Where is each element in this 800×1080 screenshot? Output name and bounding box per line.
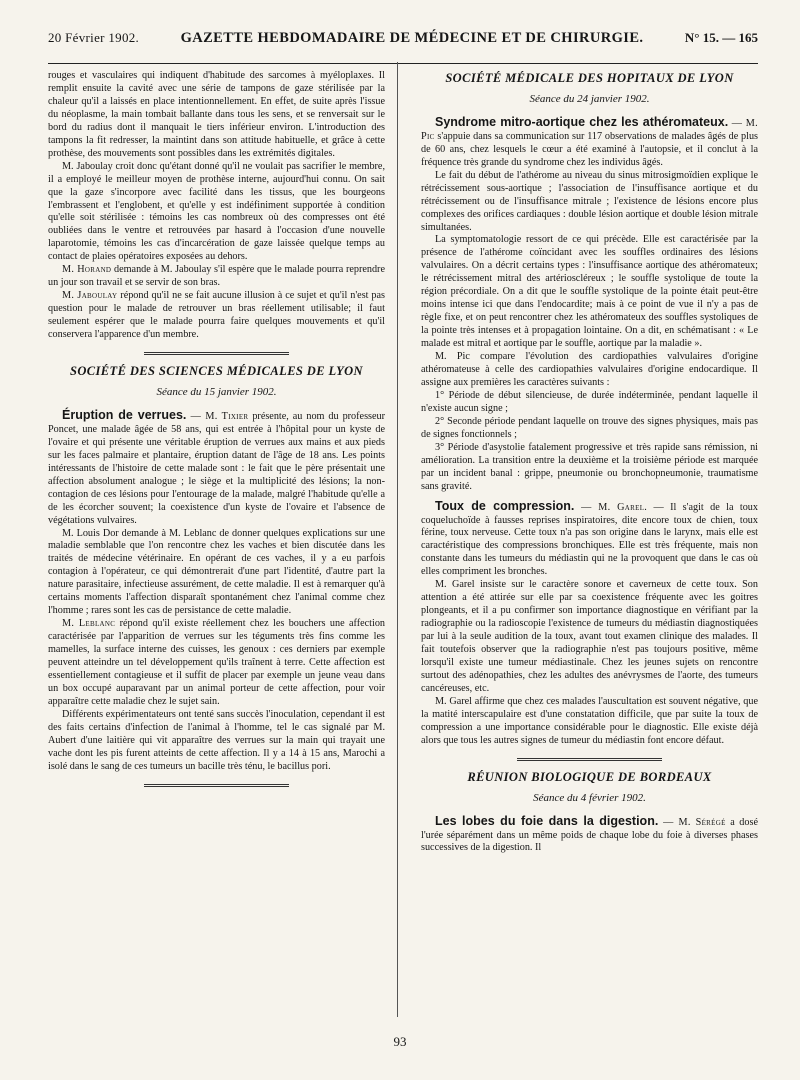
speaker-name: M. Jaboulay <box>62 290 118 302</box>
paragraph-text: répond qu'il existe réellement chez les bouchers une affection caractérisée par l'apparition de verrues sur les téguments très fins comme les mamelles, la surface interne des cuisses, les genoux : ces derniers par exemple peuvent atteindre un tel développement qu'ils traînent à terre. Cette affection est essentiellement contagieuse et il suffit de placer par exemple un jeune veau dans un box occupé auparavant par un animal porteur de cette affection, pour voir apparaître cette maladie chez le sujet sain. <box>48 618 386 707</box>
running-header <box>48 30 758 64</box>
paragraph-text: — Il s'agit de la toux coqueluchoïde à fausses reprises inspiratoires, dite encore toux de chien, toux férine, toux nerveuse. Cette toux n'a pas son origine dans le larynx, mais elle est caractéristique des compressions bronchiques. Elle est très fréquente, mais non constante dans les tumeurs du médiastin qui ne la provoquent que dans le cas où elles compriment les bronches. <box>421 501 758 578</box>
paragraph <box>48 618 385 709</box>
section-rule <box>144 784 289 787</box>
list-item: 3° Période d'asystolie fatalement progressive et très rapide sans rémission, ni amélioration. La transition entre la deuxième et la troisième période est marquée par un incident banal : grippe, pneumonie ou bronchopneumonie, traumatisme sans gravité. <box>421 441 758 492</box>
society-heading: SOCIÉTÉ MÉDICALE DES HOPITAUX DE LYON <box>445 71 734 85</box>
column-divider <box>397 62 398 1017</box>
speaker-name: M. Horand <box>62 264 112 276</box>
paragraph: M. Pic compare l'évolution des cardiopathies valvulaires d'origine athéromateuse à celle des cardiopathies valvulaires d'origine endocardique. Il assigne aux premières les caractères suivants : <box>421 351 758 388</box>
list-item: 1° Période de début silencieuse, de durée indéterminée, pendant laquelle il n'existe aucun signe ; <box>421 389 758 414</box>
paragraph <box>48 290 385 342</box>
speaker-name: — M. Tixier <box>186 410 249 422</box>
paragraph <box>421 815 758 856</box>
speaker-name: M. Leblanc <box>62 618 116 630</box>
paragraph: rouges et vasculaires qui indiquent d'habitude des sarcomes à myéloplaxes. Il remplit ensuite la cavité avec une série de tampons de gaze stérilisée par la chaleur qu'il a laissés en place intentionnellement. En effet, de suite après l'issue du néoplasme, la main tombait ballante dans tous les sens, et se renversait sur le bord du radius dont il manquait le tiers inférieur environ. L'introduction des tampons la fit redresser, la maintint dans son attitude habituelle, et grâce à cette prothèse, des mouvements sont possibles dans les extrémités digitales. <box>48 70 385 159</box>
paragraph: Différents expérimentateurs ont tenté sans succès l'inoculation, cependant il est des faits certains d'infection de l'animal à l'homme, tel le cas signalé par M. Aubert d'une laitière qui vit apparaître des verrues sur la main qui trayait une vache dont les pis furent atteints de cette affection. Il y a 14 à 15 ans, Marochi a isolé dans le sang de ces tumeurs un bacille très ténu, le bacillus pori. <box>48 708 385 772</box>
speaker-name: — M. Garel. <box>574 501 648 513</box>
paragraph-text: répond qu'il ne se fait aucune illusion à ce sujet et qu'il n'est pas question pour le malade de retrouver un bras réellement utilisable; il faut seulement espérer que le malade pourra faire quelques mouvements et qu'il conservera l'apparence d'un membre. <box>48 290 385 341</box>
paragraph: La symptomatologie ressort de ce qui précède. Elle est caractérisée par la présence de l'athérome coïncidant avec les souffles ordinaires des lésions valvulaires. On a décrit certains types : l'insuffisance aortique des athéromateux; le rétrécissement mitral des artérioscléreux ; le souffle systolique de toute la région précordiale. On a dit que le souffle systolique de la pointe était peut-être moins intense ici que dans l'endocardite; mais à ce point de vue il n'y a pas de règle fixe, et on peut rencontrer chez les athéromateux des souffles systoliques de la pointe très intenses et à propagation lointaine. On a dit, en schématisant : « Le malade est mitral et aortique par le souffle, aortique par la maladie ». <box>421 234 758 350</box>
paragraph <box>421 116 758 170</box>
paragraph: Le fait du début de l'athérome au niveau du sinus mitrosigmoïdien explique le rétrécissement sous-aortique ; l'association de l'insuffisance aortique et du rétrécissement ou de l'insuffisance mitrale ; l'existence de lésions encore plus complexes des orifices cardiaques : double lésion aortique et double lésion mitrale simultanées. <box>421 169 758 233</box>
society-heading: RÉUNION BIOLOGIQUE DE BORDEAUX <box>467 769 712 784</box>
journal-title: GAZETTE HEBDOMADAIRE DE MÉDECINE ET DE CHIRURGIE. <box>180 30 644 46</box>
section-rule <box>517 758 662 761</box>
session-date: Séance du 24 janvier 1902. <box>529 92 650 105</box>
speaker-name: — M. Pic <box>421 117 758 142</box>
issue-number: N° 15. — 165 <box>684 30 758 45</box>
two-column-body <box>48 70 758 855</box>
list-item: 2° Seconde période pendant laquelle on trouve des signes physiques, mais pas de signes fonctionnels ; <box>421 415 758 440</box>
article-title: Toux de compression. <box>435 498 575 513</box>
article-title: Les lobes du foie dans la digestion. <box>435 813 659 828</box>
session-date: Séance du 15 janvier 1902. <box>156 385 277 398</box>
article-title: Syndrome mitro-aortique chez les athéromateux. <box>435 114 729 129</box>
paragraph <box>48 409 385 528</box>
paragraph <box>48 264 385 290</box>
right-column <box>421 70 758 855</box>
paragraph: M. Garel insiste sur le caractère sonore et caverneux de cette toux. Son attention a été attirée sur elle par sa coexistence fréquente avec les goitres plongeants, et il a pu confirmer son importance diagnostique en vérifiant par la radiographie ou la radioscopie l'existence de tumeurs du médiastin diagnostiquées par lui à la seule audition de la toux, avant tout examen clinique des malades. Il fait toutefois observer que la radiographie n'est pas toujours positive, même lorsqu'il existe une tumeur médiastinale. Chez les jeunes sujets on rencontre surtout des adénopathies, chez les adultes des anévrysmes de l'aorte, des tumeurs cancéreuses, etc. <box>421 579 758 694</box>
left-column <box>48 70 385 855</box>
session-date: Séance du 4 février 1902. <box>533 791 646 804</box>
section-rule <box>144 352 289 355</box>
paragraph-text: demande à M. Jaboulay s'il espère que le malade pourra reprendre un jour son travail et se servir de son bras. <box>48 264 385 289</box>
paragraph: M. Garel affirme que chez ces malades l'auscultation est souvent négative, que la matité interscapulaire est d'une constatation difficile, que par suite la toux de compression a une importance considérable pour le diagnostic. Elle existe déjà alors que tous les autres signes de tumeur du médiastin font encore défaut. <box>421 695 758 746</box>
paragraph-text: s'appuie dans sa communication sur 117 observations de malades âgés de plus de 60 ans, chez lesquels le cœur a été examiné à l'autopsie, et il conclut à la fréquence très grande du syndrome chez les individus âgés. <box>421 130 758 168</box>
paragraph: M. Louis Dor demande à M. Leblanc de donner quelques explications sur une maladie semblable que l'on rencontre chez les vaches et bien discutée dans les traités de médecine vétérinaire. En opérant de ces vaches, il y a eu parfois contagion à l'opérateur, ce qui démontrerait d'une part l'identité, d'autre part la nature parasitaire, infectieuse assurément, de cette maladie. Il est à remarquer qu'à certains moments l'affection disparaît spontanément chez l'animal comme chez l'homme ; rares sont les cas de persistance de cette maladie. <box>48 527 385 617</box>
society-heading: SOCIÉTÉ DES SCIENCES MÉDICALES DE LYON <box>70 364 363 379</box>
page-number: 93 <box>393 1034 407 1049</box>
article-title: Éruption de verrues. <box>62 407 187 422</box>
paragraph-text: présente, au nom du professeur Poncet, une malade âgée de 58 ans, qui est entrée à l'hôpital pour un kyste de l'ovaire et qui présente une véritable éruption de verrues aux mains et aux pieds sur les faces palmaire et plantaire, éruption datant de l'âge de 18 ans. Les points intéressants de l'histoire de cette malade sont : le fait que le père présentait une affection absolument analogue ; le siège et la multiplicité des lésions; la non-contagion de ces lésions pour l'entourage de la malade, malgré l'habitude qu'elle a de les écorcher souvent; la coexistence d'un kyste de l'ovaire et l'absence de végétations vulvaires. <box>48 410 386 526</box>
paragraph <box>421 500 758 580</box>
paragraph-text: a dosé l'urée séparément dans un même poids de chaque lobe du foie à diverses phases successives de la digestion. Il <box>421 816 758 854</box>
paragraph: M. Jaboulay croit donc qu'étant donné qu'il ne voulait pas sacrifier le membre, il a employé le meilleur moyen de prothèse interne, aujourd'hui connu. On sait que la gaze s'incorpore avec facilité dans les tissus, que les bourgeons l'embrassent et l'englobent, et qu'elle y est indéfiniment supportée à condition qu'elle soit stérilisée : témoins les cas nombreux où des compresses ont été oubliées dans le ventre et retrouvées par hasard à l'occasion d'une nouvelle laparotomie, témoins les cas d'incarcération de gaze laissée quelque temps au contact de plaies opératoires exposées au dehors. <box>48 160 385 263</box>
issue-date: 20 Février 1902. <box>48 30 140 45</box>
speaker-name: — M. Sérégé <box>658 816 726 828</box>
